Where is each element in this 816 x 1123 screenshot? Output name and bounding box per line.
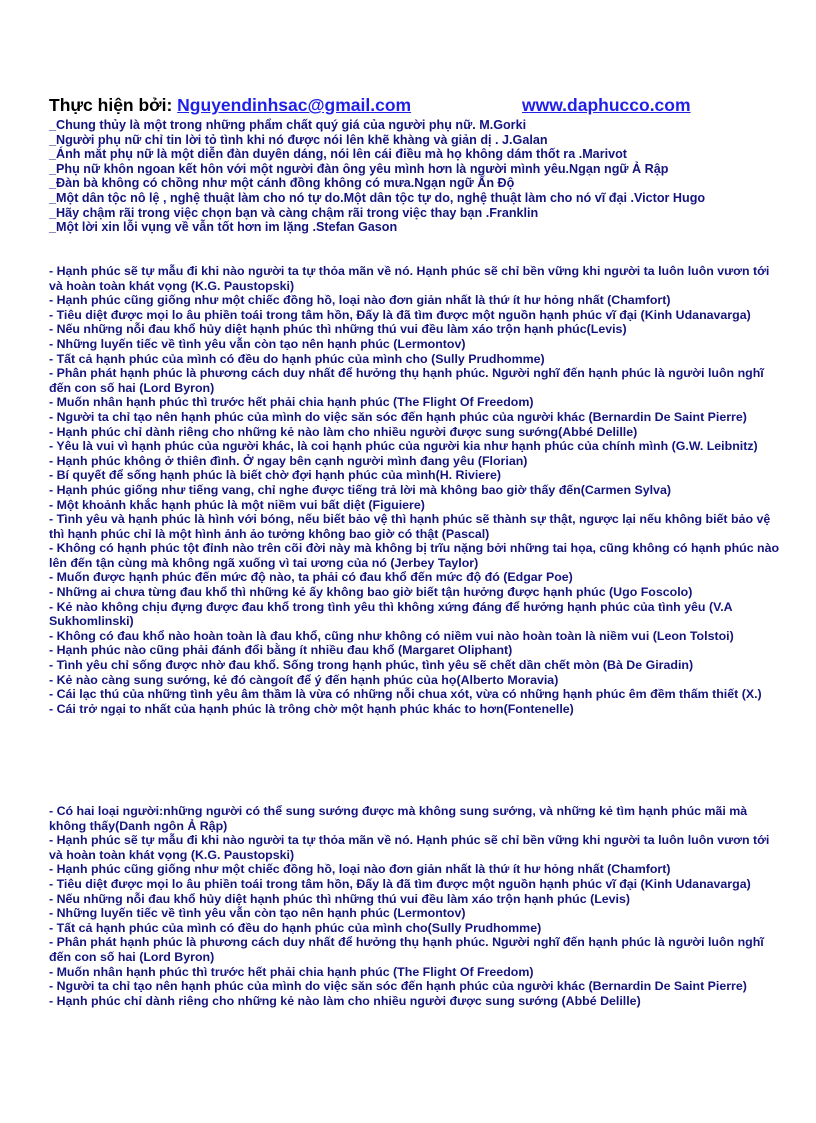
quote-line: - Phân phát hạnh phúc là phương cách duy nhất để hưởng thụ hạnh phúc. Người nghĩ đến hạnh phúc là người luôn nghĩ đến con số hai (Lord Byron) [49, 935, 764, 964]
credits-header [49, 95, 769, 119]
quote-line: - Kẻ nào càng sung sướng, kẻ đó càngoít để ý đến hạnh phúc của họ(Alberto Moravia) [49, 672, 559, 687]
quote-line: - Người ta chỉ tạo nên hạnh phúc của mình do việc săn sóc đến hạnh phúc của người khác (Bernardin De Saint Pierre) [49, 979, 747, 994]
quote-line: - Những luyến tiếc về tình yêu vẫn còn tạo nên hạnh phúc (Lermontov) [49, 336, 466, 351]
quote-line: - Những luyến tiếc về tình yêu vẫn còn tạo nên hạnh phúc (Lermontov) [49, 906, 466, 921]
quote-line: - Nếu những nỗi đau khổ hủy diệt hạnh phúc thì những thú vui đều làm xáo trộn hạnh phúc(Levis) [49, 322, 627, 337]
quote-line: - Muốn nhân hạnh phúc thì trước hết phải chia hạnh phúc (The Flight Of Freedom) [49, 964, 534, 979]
quote-line: - Người ta chỉ tạo nên hạnh phúc của mình do việc săn sóc đến hạnh phúc của người khác (Bernardin De Saint Pierre) [49, 409, 747, 424]
quote-line: - Cái lạc thú của những tình yêu âm thầm là vừa có những nỗi chua xót, vừa có những hạnh phúc êm đềm thấm thiết (X.) [49, 687, 762, 702]
quote-line: - Tiêu diệt được mọi lo âu phiền toái trong tâm hồn, Đấy là đã tìm được một nguồn hạnh phúc vĩ đại (Kinh Udanavarga) [49, 876, 751, 891]
quote-line: - Cái trở ngại to nhất của hạnh phúc là trông chờ một hạnh phúc khác to hơn(Fontenelle) [49, 701, 574, 716]
quote-line: - Phân phát hạnh phúc là phương cách duy nhất để hưởng thụ hạnh phúc. Người nghĩ đến hạnh phúc là người luôn nghĩ đến con số hai (Lord Byron) [49, 366, 764, 395]
quote-line: - Kẻ nào không chịu đựng được đau khổ trong tình yêu thì không xứng đáng để hưởng hạnh phúc của tình yêu (V.A Sukhomlinski) [49, 599, 733, 629]
quote-line: - Hạnh phúc cũng giống như một chiếc đồng hồ, loại nào đơn giản nhất là thứ ít hư hỏng nhất (Chamfort) [49, 862, 671, 877]
quote-line: - Những ai chưa từng đau khổ thì những kẻ ấy không bao giờ biết tận hưởng được hạnh phúc (Ugo Foscolo) [49, 585, 693, 600]
repeat-quotes [49, 804, 781, 1008]
website-link[interactable]: www.daphucco.com [522, 95, 691, 115]
quote-line: - Hạnh phúc chỉ dành riêng cho những kẻ nào làm cho nhiều người được sung sướng (Abbé Delille) [49, 993, 641, 1008]
quote-line: _Hãy chậm rãi trong việc chọn bạn và càng chậm rãi trong việc thay bạn .Franklin [49, 205, 539, 220]
quote-line: - Yêu là vui vì hạnh phúc của người khác, là coi hạnh phúc của người kia như hạnh phúc của chính mình (G.W. Leibnitz) [49, 439, 758, 454]
quote-line: - Bí quyết để sống hạnh phúc là biết chờ đợi hạnh phúc của mình(H. Riviere) [49, 468, 502, 483]
quote-line: - Hạnh phúc cũng giống như một chiếc đồng hồ, loại nào đơn giản nhất là thứ ít hư hỏng nhất (Chamfort) [49, 293, 671, 308]
quote-line: - Tất cả hạnh phúc của mình có đều do hạnh phúc của mình cho (Sully Prudhomme) [49, 351, 545, 366]
quote-line: - Hạnh phúc sẽ tự mẫu đi khi nào người ta tự thỏa mãn về nó. Hạnh phúc sẽ chỉ bền vững khi người ta luôn luôn vươn tới và hoàn toàn khát vọng (K.G. Paustopski) [49, 264, 770, 293]
quote-line: _Ánh mắt phụ nữ là một diễn đàn duyên dáng, nói lên cái điều mà họ không dám thốt ra .Marivot [49, 147, 627, 162]
quote-line: - Một khoảnh khắc hạnh phúc là một niềm vui bất diệt (Figuiere) [49, 497, 425, 512]
quote-line: - Tình yêu chỉ sống được nhờ đau khổ. Sống trong hạnh phúc, tình yêu sẽ chết dần chết mòn (Bà De Giradin) [49, 658, 694, 673]
quote-line: - Muốn được hạnh phúc đến mức độ nào, ta phải có đau khổ đến mức độ đó (Edgar Poe) [49, 570, 573, 585]
quote-line: - Nếu những nỗi đau khổ hủy diệt hạnh phúc thì những thú vui đều làm xáo trộn hạnh phúc (Levis) [49, 891, 631, 906]
quote-line: _Một lời xin lỗi vụng về vẫn tốt hơn im lặng .Stefan Gason [49, 220, 398, 235]
quote-line: - Không có đau khổ nào hoàn toàn là đau khổ, cũng như không có niềm vui nào hoàn toàn là niềm vui (Leon Tolstoi) [49, 628, 734, 643]
quote-line: - Hạnh phúc không ở thiên đình. Ở ngay bên cạnh người mình đang yêu (Florian) [49, 453, 528, 468]
quote-line: _Đàn bà không có chồng như một cánh đồng không có mưa.Ngạn ngữ Ấn Độ [49, 176, 515, 191]
quote-line: - Muốn nhân hạnh phúc thì trước hết phải chia hạnh phúc (The Flight Of Freedom) [49, 395, 534, 410]
quote-line: - Có hai loại người:những người có thể sung sướng được mà không sung sướng, và những kẻ tìm hạnh phúc mãi mà không thấy(Danh ngôn Ả Rập) [49, 804, 748, 833]
quote-line: - Tình yêu và hạnh phúc là hình với bóng, nếu biết bảo vệ thì hạnh phúc sẽ thành sự thật, ngược lại nếu không biết bảo vệ thì hạnh phúc chỉ là một hình ảnh ảo tưởng không bao giờ có thật (Pascal) [49, 512, 771, 541]
quote-line: _Chung thủy là một trong những phẩm chất quý giá của người phụ nữ. M.Gorki [49, 118, 527, 132]
quote-line: - Tất cả hạnh phúc của mình có đều do hạnh phúc của mình cho(Sully Prudhomme) [49, 920, 542, 935]
happiness-quotes [49, 264, 781, 716]
quote-line: - Tiêu diệt được mọi lo âu phiền toái trong tâm hồn, Đấy là đã tìm được một nguồn hạnh phúc vĩ đại (Kinh Udanavarga) [49, 307, 751, 322]
quote-line: - Hạnh phúc nào cũng phải đánh đổi bằng ít nhiều đau khổ (Margaret Oliphant) [49, 643, 513, 658]
credits-label: Thực hiện bởi: [49, 95, 178, 115]
quote-line: - Hạnh phúc giống như tiếng vang, chỉ nghe được tiếng trả lời mà không bao giờ thấy đến(Carmen Sylva) [49, 482, 671, 497]
quote-line: _Một dân tộc nô lệ , nghệ thuật làm cho nó tự do.Một dân tộc tự do, nghệ thuật làm cho nó vĩ đại .Victor Hugo [49, 190, 706, 205]
quote-line: - Hạnh phúc sẽ tự mẫu đi khi nào người ta tự thỏa mãn về nó. Hạnh phúc sẽ chỉ bền vững khi người ta luôn luôn vươn tới và hoàn toàn khát vọng (K.G. Paustopski) [49, 833, 770, 862]
quote-line: - Không có hạnh phúc tột đỉnh nào trên cõi đời này mà không bị trĩu nặng bởi những tai họa, cũng không có hạnh phúc nào lên đến tận cùng mà không ngã xuống vì tai ương của nó (Jerbey Taylor) [49, 541, 780, 570]
email-link[interactable]: Nguyendinhsac@gmail.com [177, 95, 412, 115]
quote-line: _Phụ nữ khôn ngoan kết hôn với một người đàn ông yêu mình hơn là người mình yêu.Ngạn ngữ Ả Rập [49, 161, 669, 176]
quote-line: _Người phụ nữ chỉ tin lời tỏ tình khi nó được nói lên khẽ khàng và giản dị . J.Galan [49, 132, 548, 147]
intro-quotes [49, 118, 781, 235]
quote-line: - Hạnh phúc chỉ dành riêng cho những kẻ nào làm cho nhiều người được sung sướng(Abbé Delille) [49, 424, 638, 439]
